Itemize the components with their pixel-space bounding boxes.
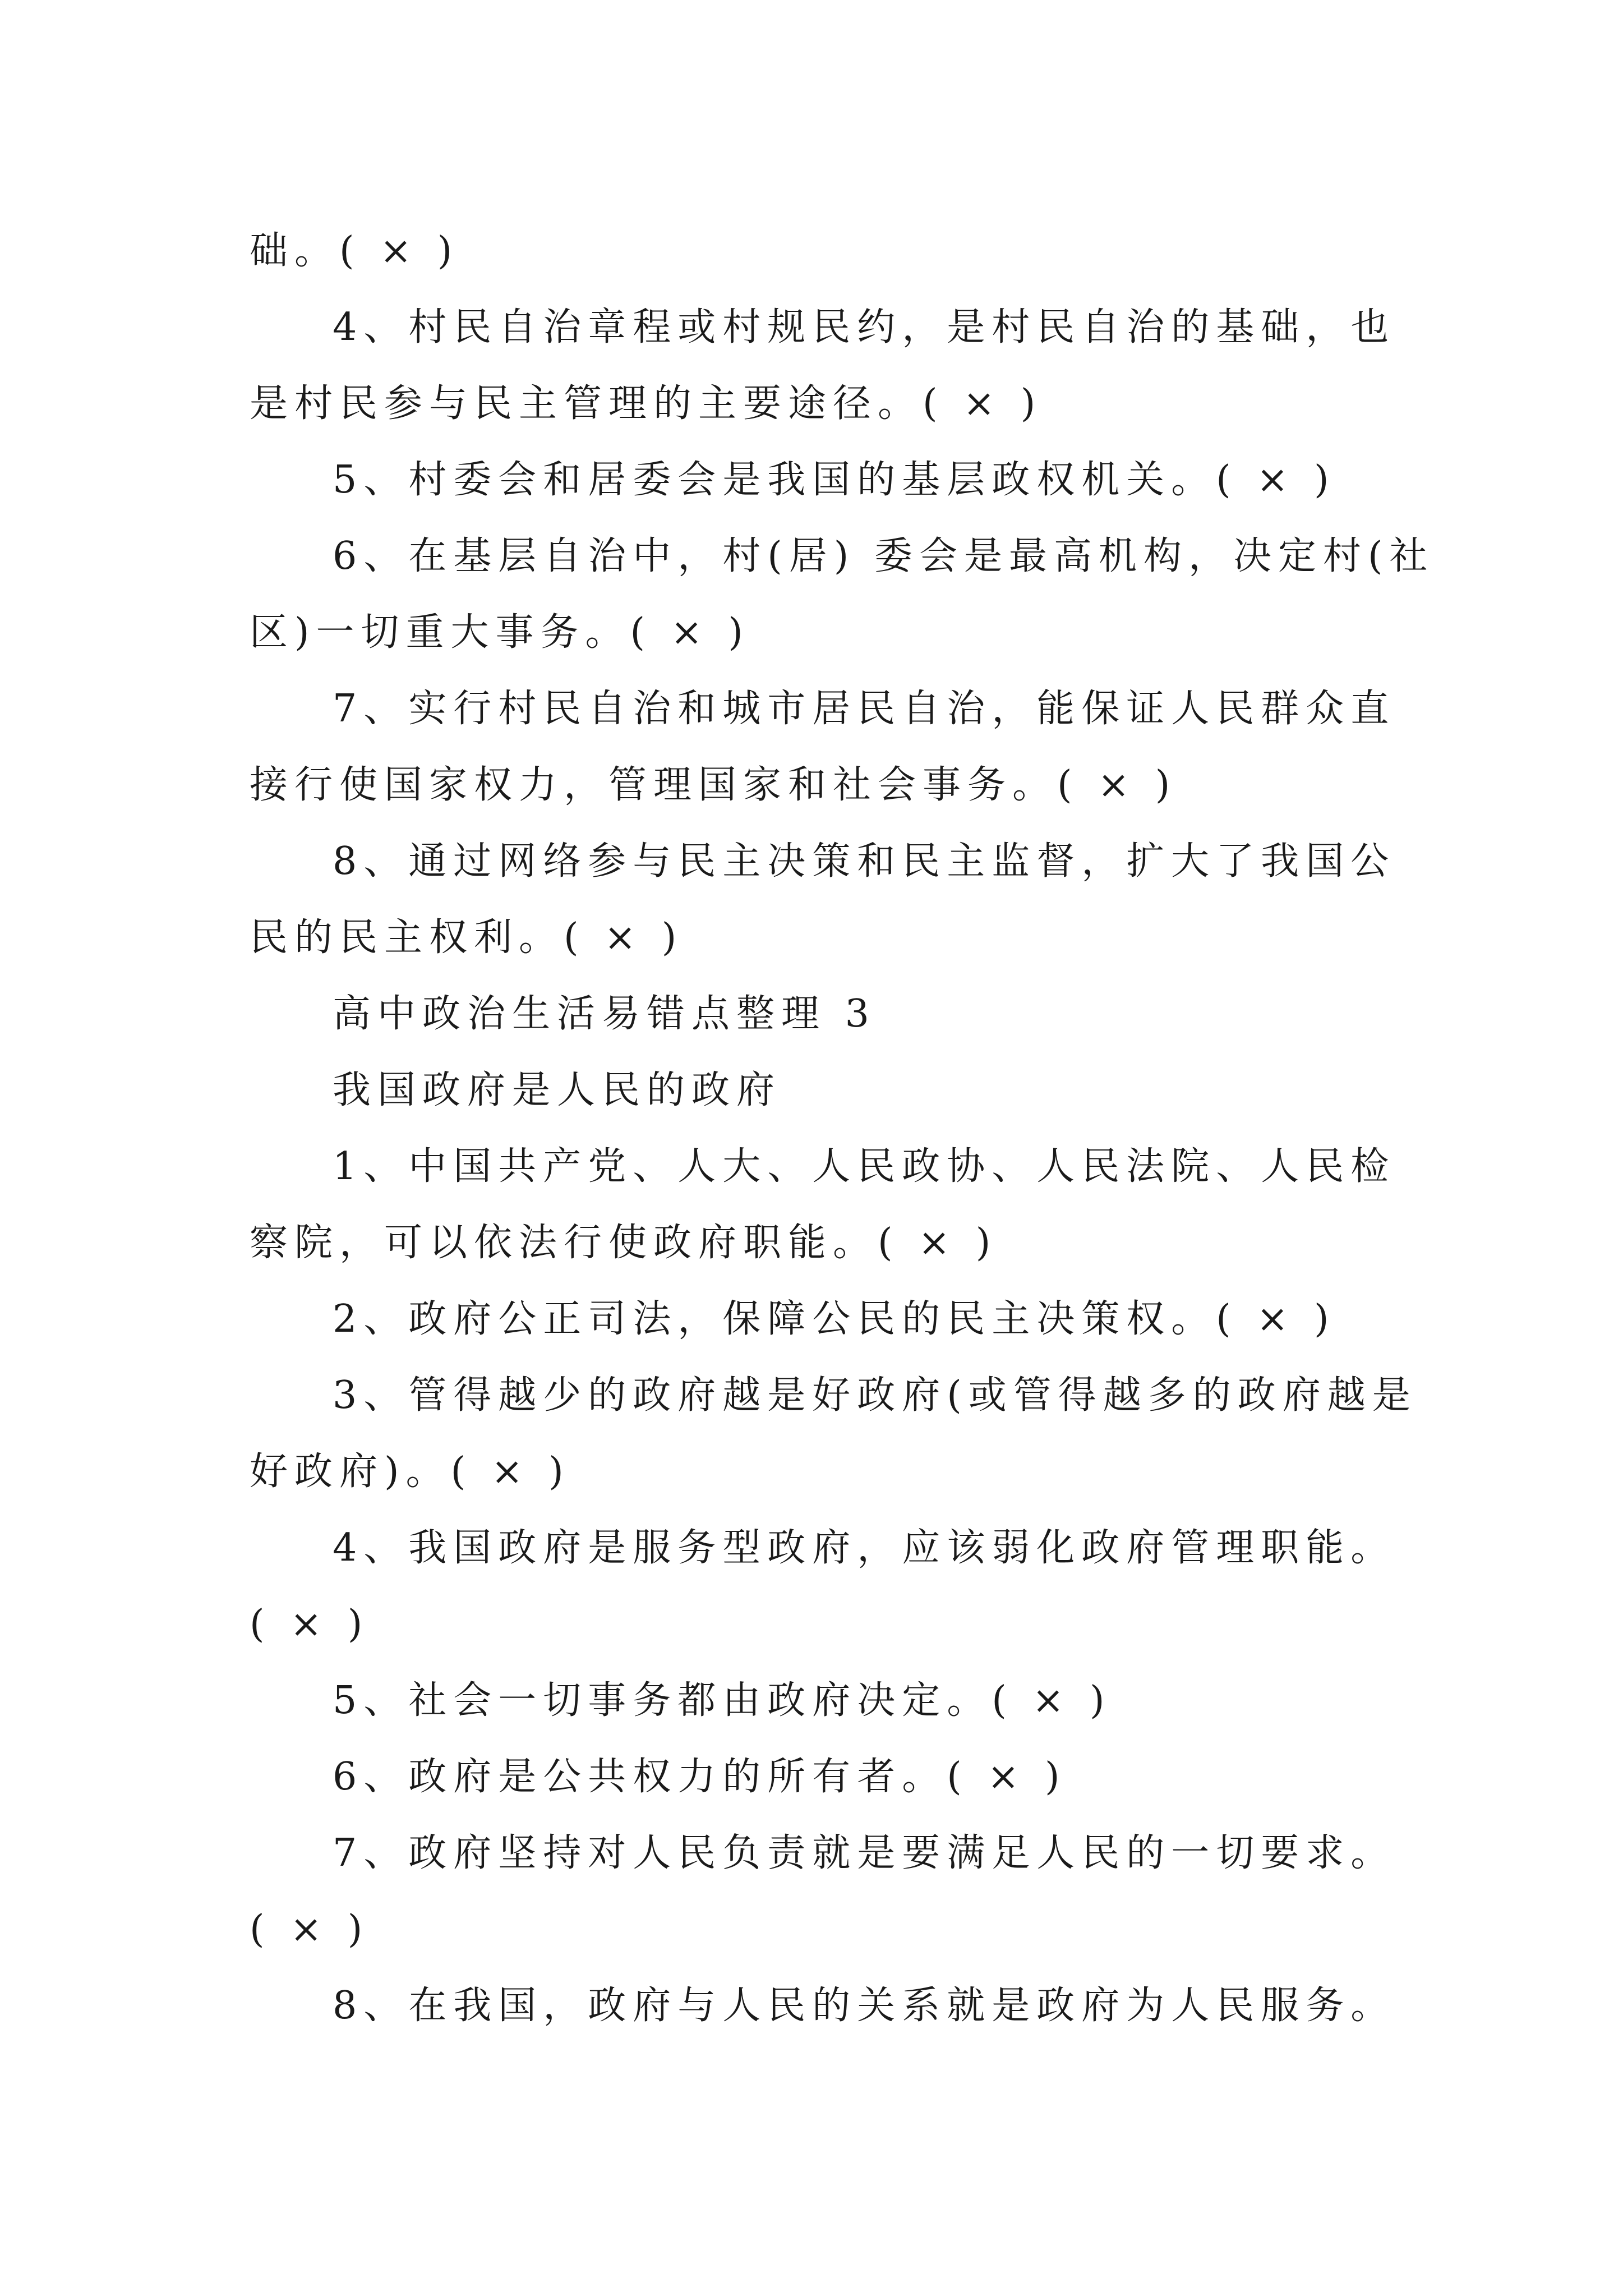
text-line: 区)一切重大事务。( × )	[250, 610, 750, 655]
text-line: 6、政府是公共权力的所有者。( × )	[333, 1755, 1067, 1799]
text-line: 好政府)。( × )	[250, 1450, 570, 1494]
text-line: 4、村民自治章程或村规民约，是村民自治的基础，也	[333, 305, 1396, 349]
text-line: 接行使国家权力，管理国家和社会事务。( × )	[250, 763, 1177, 807]
text-line: 4、我国政府是服务型政府，应该弱化政府管理职能。	[333, 1526, 1396, 1570]
text-line: 1、中国共产党、人大、人民政协、人民法院、人民检	[333, 1144, 1396, 1189]
text-line: 2、政府公正司法，保障公民的民主决策权。( × )	[333, 1297, 1336, 1341]
text-line: ( × )	[250, 1602, 370, 1646]
text-line: 8、在我国，政府与人民的关系就是政府为人民服务。	[333, 1984, 1396, 2028]
text-line: 察院，可以依法行使政府职能。( × )	[250, 1221, 998, 1265]
section-heading: 高中政治生活易错点整理 3	[333, 992, 876, 1036]
text-line: 是村民参与民主管理的主要途径。( × )	[250, 381, 1043, 426]
text-line: 7、政府坚持对人民负责就是要满足人民的一切要求。	[333, 1831, 1396, 1875]
text-line: 3、管得越少的政府越是好政府(或管得越多的政府越是	[333, 1373, 1417, 1418]
text-line: ( × )	[250, 1907, 370, 1952]
document-page	[250, 213, 1435, 2044]
text-line: 6、在基层自治中，村(居) 委会是最高机构，决定村(社	[333, 534, 1435, 578]
text-line: 5、社会一切事务都由政府决定。( × )	[333, 1678, 1112, 1723]
text-line: 8、通过网络参与民主决策和民主监督，扩大了我国公	[333, 839, 1396, 884]
text-line: 础。( × )	[250, 229, 459, 273]
section-subheading: 我国政府是人民的政府	[333, 1068, 782, 1112]
text-line: 5、村委会和居委会是我国的基层政权机关。( × )	[333, 458, 1336, 502]
text-line: 民的民主权利。( × )	[250, 915, 684, 960]
text-line: 7、实行村民自治和城市居民自治，能保证人民群众直	[333, 687, 1396, 731]
